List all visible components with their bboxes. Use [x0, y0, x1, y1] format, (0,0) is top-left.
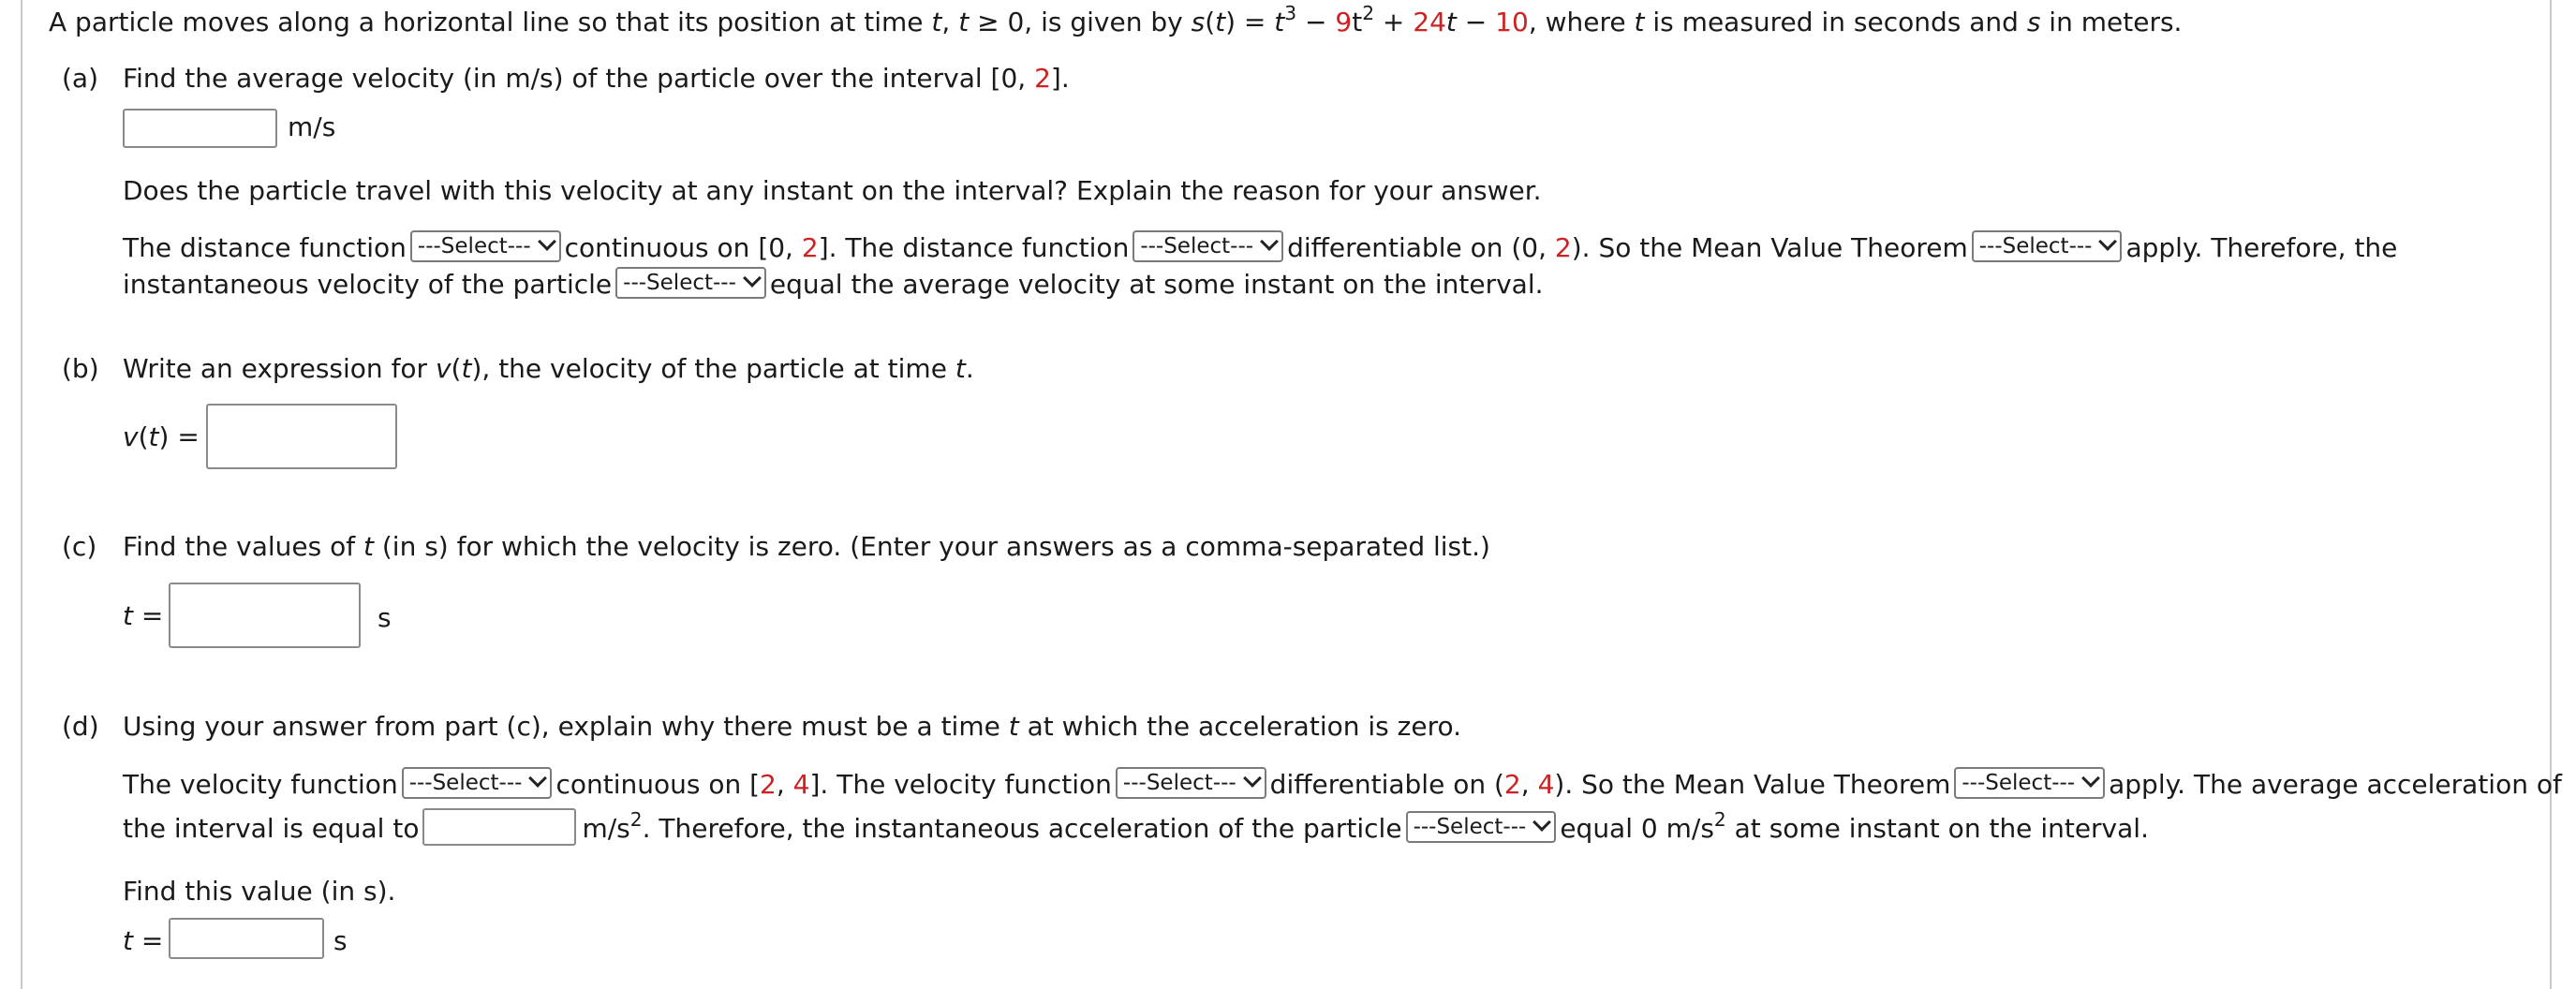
- chevron-down-icon: [2099, 232, 2118, 251]
- distance-differentiable-select[interactable]: ---Select---: [1133, 230, 1283, 262]
- chevron-down-icon: [529, 769, 548, 788]
- zero-acceleration-time-label: t =: [123, 925, 164, 956]
- chevron-down-icon: [1243, 769, 1262, 788]
- mvt-applies-select-d[interactable]: ---Select---: [1954, 767, 2105, 799]
- acceleration-equals-select[interactable]: ---Select---: [1406, 811, 1557, 843]
- part-b-label: (b): [62, 353, 99, 384]
- find-value-prompt: Find this value (in s).: [123, 876, 396, 907]
- part-c-label: (c): [62, 531, 97, 562]
- chevron-down-icon: [1260, 232, 1279, 251]
- problem-statement: A particle moves along a horizontal line so that its position at time t, t ≥ 0, is given by $s(t) = t^3 - 9t^2 + 24t - 10$, where t is measured in seconds and s in meters.: [49, 1, 2183, 37]
- chevron-down-icon: [538, 232, 556, 251]
- velocity-expression-input[interactable]: [206, 404, 397, 469]
- average-velocity-input[interactable]: [123, 109, 277, 148]
- part-a-mvt-line1: The distance function ---Select--- continuous on [0, 2]. The distance function ---Select--- differentiable on (0, 2). So the Mean Value Theorem ---Select--- apply. Therefore, the: [123, 232, 2398, 263]
- zero-acceleration-time-input[interactable]: [169, 918, 324, 959]
- zero-velocity-times-label: t =: [123, 600, 164, 631]
- velocity-expression-label: v(t) =: [123, 421, 200, 452]
- zero-acceleration-time-unit: s: [333, 925, 348, 956]
- part-d-question: Using your answer from part (c), explain why there must be a time t at which the acceleration is zero.: [123, 711, 1462, 742]
- zero-velocity-times-input[interactable]: [169, 583, 361, 648]
- part-b-question: Write an expression for v(t), the velocity of the particle at time t.: [123, 353, 974, 384]
- part-d-mvt-line2: the interval is equal to $m/s^2$. Therefore, the instantaneous acceleration of the particle ---Select--- equal 0 $m/s^2$ at some instant on the interval.: [123, 807, 2149, 844]
- velocity-differentiable-select[interactable]: ---Select---: [1116, 767, 1266, 799]
- average-acceleration-input[interactable]: [422, 808, 576, 846]
- chevron-down-icon: [2081, 769, 2100, 788]
- part-d-mvt-line1: The velocity function ---Select--- continuous on [2, 4]. The velocity function ---Select--- differentiable on (2, 4). So the Mean Value Theorem ---Select--- apply. The average acceleration of: [123, 769, 2562, 800]
- part-a-label: (a): [62, 63, 99, 94]
- chevron-down-icon: [743, 269, 762, 288]
- part-a-question: Find the average velocity (in m/s) of the particle over the interval [0, 2].: [123, 63, 1070, 94]
- mvt-applies-select-a[interactable]: ---Select---: [1972, 230, 2123, 262]
- velocity-equals-select[interactable]: ---Select---: [615, 267, 766, 299]
- velocity-continuous-select[interactable]: ---Select---: [402, 767, 553, 799]
- part-c-question: Find the values of t (in s) for which the velocity is zero. (Enter your answers as a comma-separated list.): [123, 531, 1490, 562]
- part-d-label: (d): [62, 711, 99, 742]
- part-a-mvt-line2: instantaneous velocity of the particle ---Select--- equal the average velocity at some instant on the interval.: [123, 269, 1544, 300]
- distance-continuous-select[interactable]: ---Select---: [410, 230, 561, 262]
- average-velocity-unit: m/s: [288, 111, 336, 142]
- part-a-followup: Does the particle travel with this velocity at any instant on the interval? Explain the reason for your answer.: [123, 175, 1542, 206]
- zero-velocity-times-unit: s: [378, 602, 392, 633]
- chevron-down-icon: [1532, 813, 1551, 832]
